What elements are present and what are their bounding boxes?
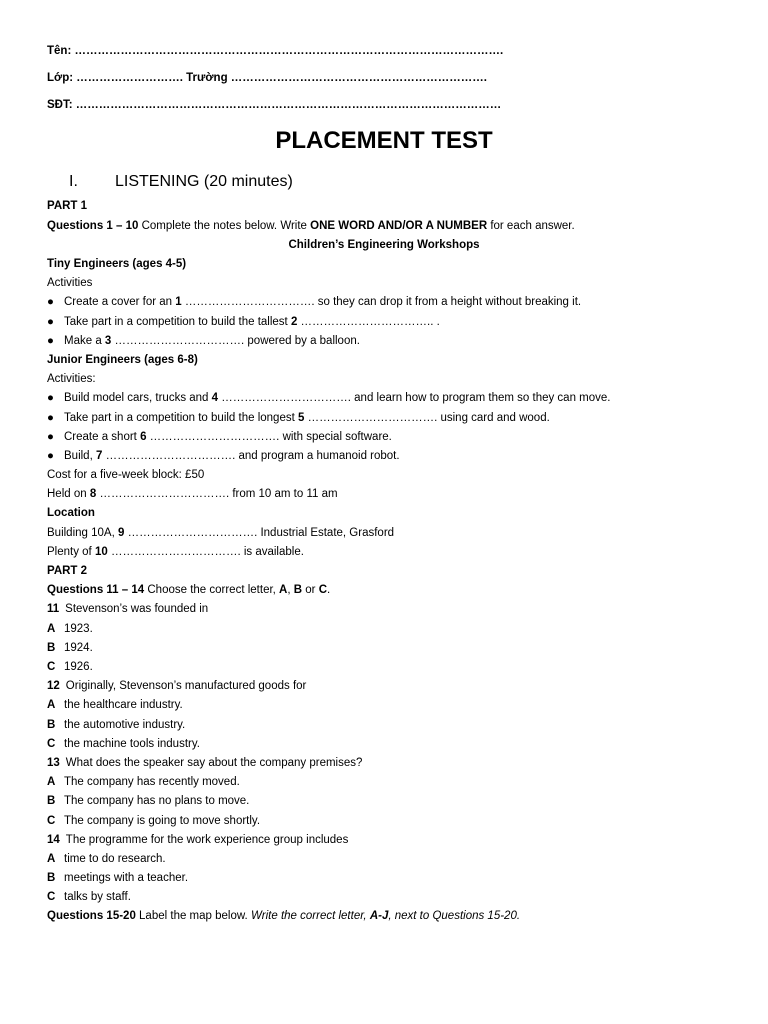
part1-instructions bbox=[47, 219, 575, 233]
option-letter: C bbox=[47, 738, 56, 750]
held-line bbox=[47, 487, 338, 501]
option-letter: A bbox=[47, 776, 56, 788]
bullet-icon: ● bbox=[47, 450, 54, 462]
item-text: Take part in a competition to build the tallest bbox=[64, 316, 291, 328]
instr-questions: Questions 1 – 10 bbox=[47, 220, 139, 232]
option-letter: A bbox=[47, 623, 56, 635]
junior-activities-label: Activities: bbox=[47, 373, 96, 385]
cost-line: Cost for a five-week block: £50 bbox=[47, 469, 205, 481]
option-text: the machine tools industry. bbox=[64, 738, 200, 750]
item-text: Create a cover for an bbox=[64, 296, 176, 308]
item-number: 6 bbox=[140, 431, 147, 443]
section-heading bbox=[69, 172, 293, 192]
phone-dots: ………………………………………………………………………………………………… bbox=[75, 99, 502, 111]
building-line bbox=[47, 526, 394, 540]
section-label: LISTENING (20 minutes) bbox=[115, 173, 293, 190]
answer-option bbox=[47, 794, 249, 808]
item-number: 1 bbox=[175, 296, 182, 308]
workshop-title: Children’s Engineering Workshops bbox=[288, 239, 480, 251]
item-number: 8 bbox=[89, 488, 97, 500]
building-text: Building 10A, bbox=[47, 527, 118, 539]
tiny-activities-label: Activities bbox=[47, 277, 93, 289]
item-number: 7 bbox=[95, 450, 103, 462]
answer-option bbox=[47, 737, 200, 751]
instr-text: for each answer. bbox=[487, 220, 575, 232]
question-number: 13 bbox=[47, 757, 60, 769]
junior-heading: Junior Engineers (ages 6-8) bbox=[47, 354, 198, 366]
list-item bbox=[47, 295, 581, 309]
part2-instructions bbox=[47, 583, 330, 597]
option-text: talks by staff. bbox=[64, 891, 131, 903]
question-number: 11 bbox=[47, 603, 60, 615]
class-label: Lớp: bbox=[47, 72, 74, 84]
item-text: …………………………….. . bbox=[297, 316, 440, 328]
item-number: 5 bbox=[297, 412, 305, 424]
item-text: ……………………………. using card and wood. bbox=[304, 412, 550, 424]
item-number: 4 bbox=[211, 392, 219, 404]
question-text: The programme for the work experience group includes bbox=[65, 834, 349, 846]
option-letter: A bbox=[47, 853, 56, 865]
instr-letter: C bbox=[318, 584, 327, 596]
instr-italic: , next to Questions 15-20. bbox=[388, 910, 521, 922]
bullet-icon: ● bbox=[47, 431, 54, 443]
plenty-text: Plenty of bbox=[47, 546, 95, 558]
item-text: Create a short bbox=[64, 431, 141, 443]
option-text: The company has no plans to move. bbox=[64, 795, 250, 807]
answer-option bbox=[47, 814, 260, 828]
option-text: 1923. bbox=[64, 623, 93, 635]
option-letter: B bbox=[47, 642, 56, 654]
answer-option bbox=[47, 660, 93, 674]
option-text: the healthcare industry. bbox=[64, 699, 183, 711]
item-number: 10 bbox=[94, 546, 108, 558]
option-text: meetings with a teacher. bbox=[64, 872, 189, 884]
instr-letter: A bbox=[279, 584, 288, 596]
option-letter: C bbox=[47, 891, 56, 903]
plenty-line bbox=[47, 545, 304, 559]
option-letter: B bbox=[47, 795, 56, 807]
instr-text: Label the map below. bbox=[135, 910, 251, 922]
bullet-icon: ● bbox=[47, 296, 54, 308]
item-text: Take part in a competition to build the longest bbox=[64, 412, 298, 424]
answer-option bbox=[47, 871, 188, 885]
answer-option bbox=[47, 641, 93, 655]
name-dots: …………………………………………………………………………………………………. bbox=[74, 45, 504, 57]
answer-option bbox=[47, 775, 240, 789]
instr-italic: Write the correct letter, bbox=[250, 910, 370, 922]
item-text: ……………………………. so they can drop it from a height without breaking it. bbox=[181, 296, 582, 308]
page-title: PLACEMENT TEST bbox=[275, 127, 493, 154]
held-text: Held on bbox=[47, 488, 90, 500]
list-item bbox=[47, 430, 392, 444]
question-number: 14 bbox=[47, 834, 60, 846]
phone-line bbox=[47, 98, 501, 112]
list-item bbox=[47, 449, 400, 463]
item-text: Make a bbox=[64, 335, 105, 347]
answer-option bbox=[47, 622, 93, 636]
instr-text: . bbox=[327, 584, 331, 596]
question-stem bbox=[47, 756, 362, 770]
option-letter: C bbox=[47, 661, 56, 673]
instr-questions: Questions 15-20 bbox=[47, 910, 136, 922]
question-stem bbox=[47, 679, 306, 693]
option-text: 1924. bbox=[64, 642, 93, 654]
question-text: Stevenson’s was founded in bbox=[65, 603, 209, 615]
option-text: The company has recently moved. bbox=[64, 776, 240, 788]
item-text: ……………………………. and learn how to program them so they can move. bbox=[218, 392, 611, 404]
answer-option bbox=[47, 890, 131, 904]
instr-text: Choose the correct letter, bbox=[144, 584, 280, 596]
question-text: What does the speaker say about the company premises? bbox=[65, 757, 363, 769]
option-letter: B bbox=[47, 872, 56, 884]
option-text: the automotive industry. bbox=[64, 719, 186, 731]
list-item bbox=[47, 334, 360, 348]
item-number: 3 bbox=[104, 335, 112, 347]
answer-option bbox=[47, 698, 183, 712]
item-text: ……………………………. and program a humanoid robot. bbox=[102, 450, 400, 462]
instr-text: Complete the notes below. Write bbox=[138, 220, 311, 232]
list-item bbox=[47, 391, 610, 405]
answer-option bbox=[47, 852, 166, 866]
item-text: Build model cars, trucks and bbox=[64, 392, 212, 404]
bullet-icon: ● bbox=[47, 335, 54, 347]
item-text: Build, bbox=[64, 450, 96, 462]
option-text: time to do research. bbox=[64, 853, 166, 865]
instr-letters: A-J bbox=[369, 910, 389, 922]
tiny-heading: Tiny Engineers (ages 4-5) bbox=[47, 258, 187, 270]
instr-emphasis: ONE WORD AND/OR A NUMBER bbox=[310, 220, 488, 232]
instr-text: or bbox=[302, 584, 319, 596]
phone-label: SĐT: bbox=[47, 99, 73, 111]
list-item bbox=[47, 411, 550, 425]
question-stem bbox=[47, 833, 348, 847]
bullet-icon: ● bbox=[47, 392, 54, 404]
building-text: ……………………………. Industrial Estate, Grasford bbox=[124, 527, 395, 539]
location-heading: Location bbox=[47, 507, 95, 519]
item-number: 9 bbox=[117, 527, 125, 539]
answer-option bbox=[47, 718, 185, 732]
section-number: I. bbox=[69, 173, 78, 190]
option-text: The company is going to move shortly. bbox=[64, 815, 261, 827]
option-letter: A bbox=[47, 699, 56, 711]
question-text: Originally, Stevenson’s manufactured goods for bbox=[65, 680, 307, 692]
question-number: 12 bbox=[47, 680, 60, 692]
school-label: Trường bbox=[186, 72, 228, 84]
name-label: Tên: bbox=[47, 45, 72, 57]
class-dots: ………………………. bbox=[76, 72, 183, 84]
plenty-text: ……………………………. is available. bbox=[107, 546, 304, 558]
item-text: ……………………………. powered by a balloon. bbox=[111, 335, 360, 347]
school-dots: …………………………………………………………. bbox=[230, 72, 487, 84]
option-text: 1926. bbox=[64, 661, 93, 673]
held-text: ……………………………. from 10 am to 11 am bbox=[96, 488, 338, 500]
class-line bbox=[47, 71, 487, 85]
item-number: 2 bbox=[290, 316, 298, 328]
map-instructions bbox=[47, 909, 520, 923]
bullet-icon: ● bbox=[47, 412, 54, 424]
instr-letter: B bbox=[293, 584, 303, 596]
option-letter: B bbox=[47, 719, 56, 731]
bullet-icon: ● bbox=[47, 316, 54, 328]
instr-text: , bbox=[287, 584, 294, 596]
instr-questions: Questions 11 – 14 bbox=[47, 584, 145, 596]
part1-heading: PART 1 bbox=[47, 200, 88, 212]
option-letter: C bbox=[47, 815, 56, 827]
item-text: ……………………………. with special software. bbox=[146, 431, 392, 443]
part2-heading: PART 2 bbox=[47, 565, 88, 577]
name-line bbox=[47, 44, 503, 58]
question-stem bbox=[47, 602, 208, 616]
list-item bbox=[47, 315, 440, 329]
